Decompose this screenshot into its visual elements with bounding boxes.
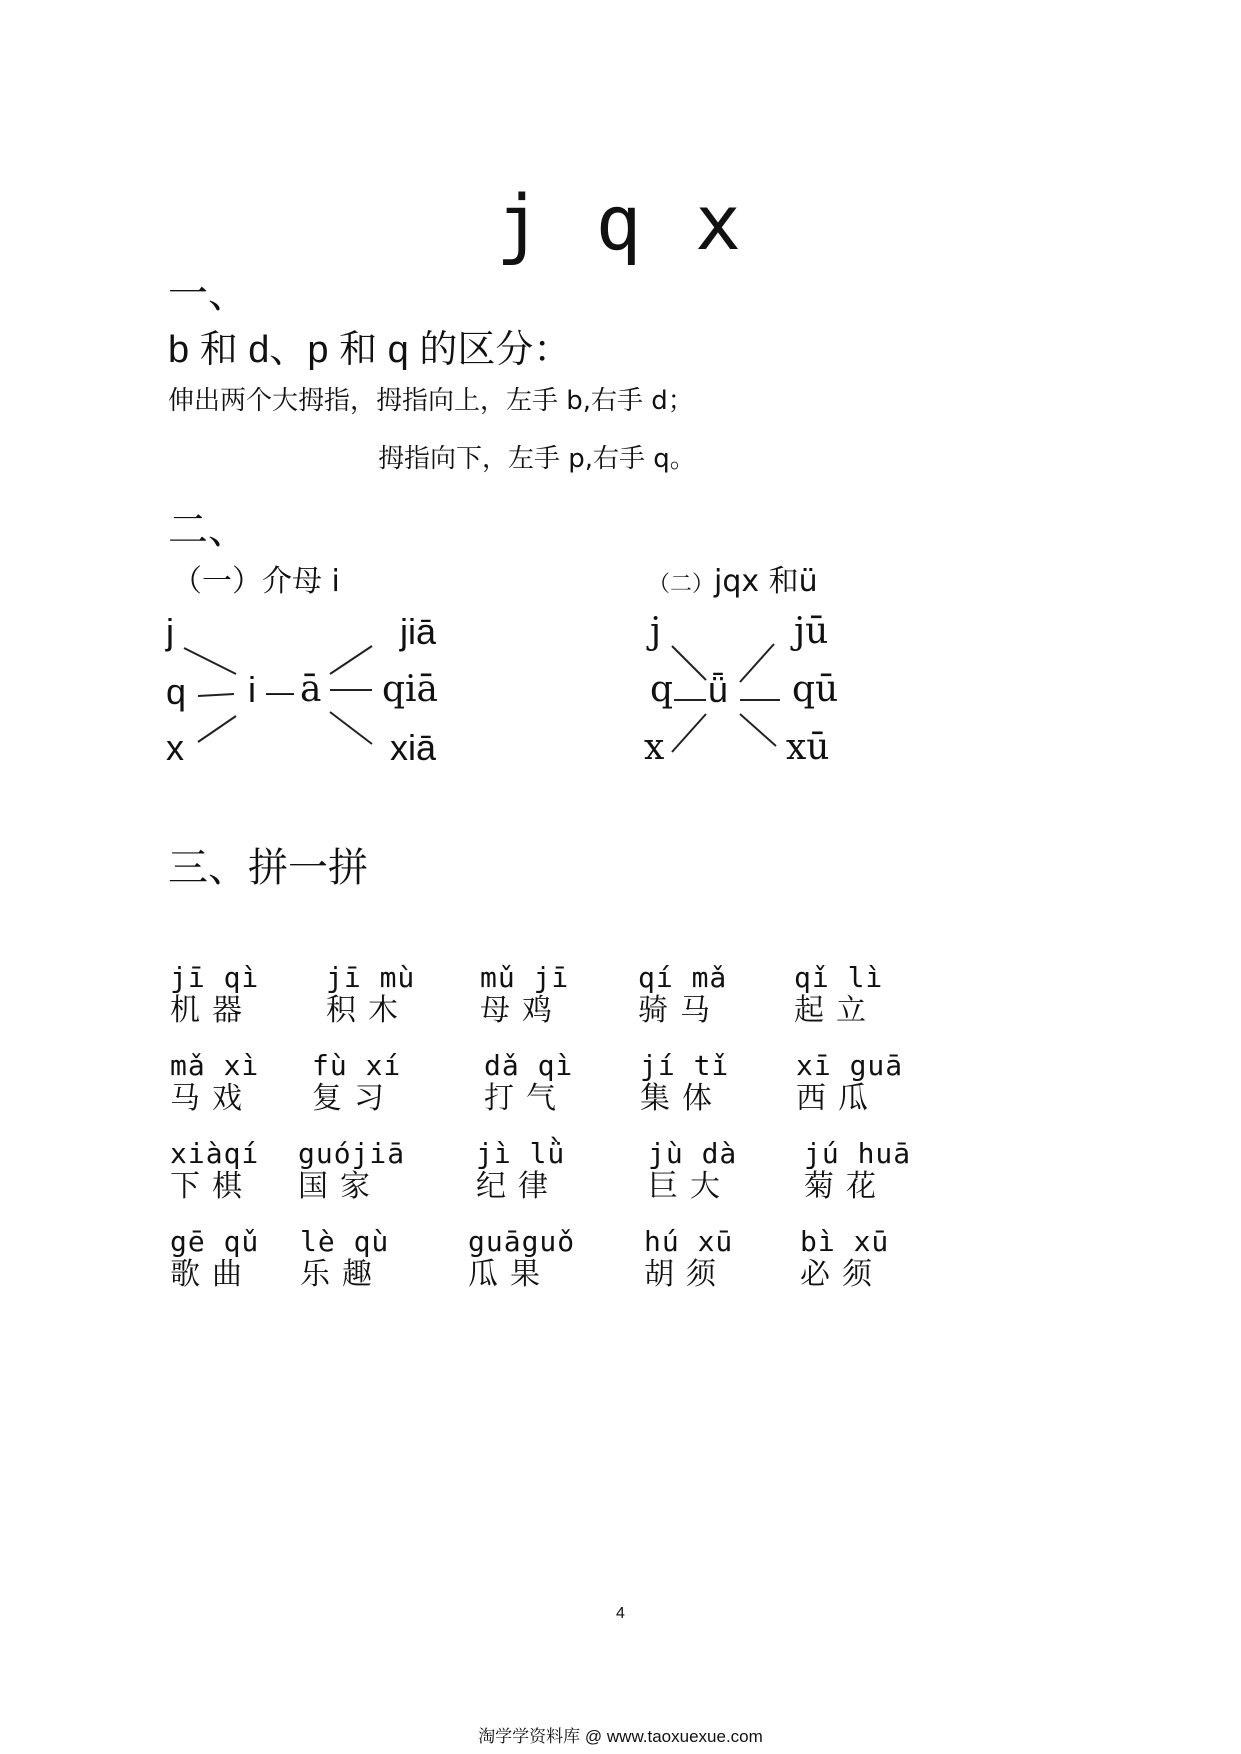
word-card [640, 1050, 770, 1116]
word-card [170, 962, 300, 1028]
diagram1-result-xia: xiā [390, 727, 437, 768]
connector-a-xia [330, 712, 372, 744]
pinyin: fù xí [312, 1049, 402, 1082]
diagram1-result-jia: jiā [400, 611, 437, 652]
pinyin: guójiā [298, 1137, 406, 1170]
section1-heading: 一、 [168, 271, 248, 317]
pinyin: mǔ jī [480, 961, 570, 994]
hanzi: 歌曲 [170, 1257, 254, 1292]
connector-u-xu [740, 714, 776, 746]
diagram1-dash: — [266, 676, 294, 707]
connector-j-u [672, 646, 706, 680]
hanzi: 集体 [640, 1081, 724, 1116]
hanzi: 下棋 [170, 1169, 254, 1204]
hanzi: 马戏 [170, 1081, 254, 1116]
word-card [326, 962, 456, 1028]
pinyin: jú huā [804, 1137, 912, 1170]
word-card [170, 1050, 300, 1116]
word-card [804, 1138, 934, 1204]
hanzi: 积木 [326, 993, 410, 1028]
pinyin: dǎ qì [484, 1049, 574, 1082]
section2-heading: 二、 [168, 507, 248, 553]
hanzi: 西瓜 [796, 1081, 880, 1116]
diagram2-initial-j: j [650, 611, 662, 652]
diagram1-initial-x: x [166, 727, 184, 768]
diagram1-center-i: i [248, 669, 256, 710]
footer-watermark: 淘学学资料库 @ www.taoxuexue.com [478, 1727, 763, 1746]
word-card [800, 1226, 930, 1292]
pinyin: mǎ xì [170, 1049, 260, 1082]
pinyin: jù dà [648, 1137, 738, 1170]
pinyin: qí mǎ [638, 961, 728, 994]
hanzi: 起立 [794, 993, 878, 1028]
pinyin: gē qǔ [170, 1225, 260, 1258]
diagram2-initial-x: x [644, 727, 665, 768]
connector-j-i [184, 648, 236, 674]
hanzi: 机器 [170, 993, 254, 1028]
hanzi: 国家 [298, 1169, 382, 1204]
word-card [638, 962, 768, 1028]
connector-a-jia [330, 646, 372, 674]
pinyin: bì xū [800, 1225, 890, 1258]
pinyin: xī guā [796, 1049, 904, 1082]
diagram2-result-qu: qū [792, 669, 839, 710]
connector-u-ju [740, 644, 774, 682]
hanzi: 瓜果 [468, 1257, 552, 1292]
word-card [170, 1138, 300, 1204]
section1-line2: 拇指向下，左手 p,右手 q。 [378, 444, 696, 474]
hanzi: 母鸡 [480, 993, 564, 1028]
pinyin: qǐ lì [794, 961, 884, 994]
section3-heading: 三、拼一拼 [168, 845, 368, 891]
hanzi: 纪律 [476, 1169, 560, 1204]
diagram2-initial-q: q [650, 669, 674, 710]
word-card [648, 1138, 778, 1204]
hanzi: 打气 [484, 1081, 568, 1116]
page-title: j q x [496, 178, 745, 267]
word-card [300, 1226, 430, 1292]
hanzi: 巨大 [648, 1169, 732, 1204]
hanzi: 复习 [312, 1081, 396, 1116]
connector-x-i [198, 716, 236, 742]
word-card [480, 962, 610, 1028]
hanzi: 必须 [800, 1257, 884, 1292]
word-card [468, 1226, 598, 1292]
pinyin: jī mù [326, 961, 416, 994]
diagram1-initial-j: j [166, 611, 174, 652]
connector-x-u [672, 714, 706, 752]
pinyin: guāguǒ [468, 1225, 576, 1258]
hanzi: 胡须 [644, 1257, 728, 1292]
pinyin: lè qù [300, 1225, 390, 1258]
part1-label: （一）介母 i [172, 564, 340, 599]
word-card [644, 1226, 774, 1292]
diagram1-result-qia: qiā [382, 669, 439, 710]
word-card [796, 1050, 926, 1116]
word-card [476, 1138, 606, 1204]
word-card [298, 1138, 428, 1204]
part2-label-text: jqx 和ü [714, 564, 818, 599]
pinyin: jí tǐ [640, 1049, 730, 1082]
pinyin: hú xū [644, 1225, 734, 1258]
word-card [484, 1050, 614, 1116]
diagram2-center-u: ǖ [708, 669, 729, 710]
connector-q-i [198, 694, 234, 696]
hanzi: 菊花 [804, 1169, 888, 1204]
part2-label-prefix: （二） [648, 572, 715, 597]
diagram2-result-xu: xū [786, 727, 830, 768]
hanzi: 乐趣 [300, 1257, 384, 1292]
hanzi: 骑马 [638, 993, 722, 1028]
pinyin: jì lǜ [476, 1137, 566, 1170]
word-card [170, 1226, 300, 1292]
page-number: 4 [616, 1605, 625, 1622]
section1-line1: 伸出两个大拇指，拇指向上，左手 b,右手 d； [168, 386, 694, 416]
section1-subheading: b 和 d、p 和 q 的区分： [168, 329, 572, 371]
pinyin: xiàqí [170, 1137, 260, 1170]
word-card [312, 1050, 442, 1116]
diagram2-result-ju: jū [794, 611, 829, 652]
word-card [794, 962, 924, 1028]
diagram1-initial-q: q [166, 671, 187, 712]
diagram1-vowel-a: ā [300, 669, 322, 710]
pinyin: jī qì [170, 961, 260, 994]
